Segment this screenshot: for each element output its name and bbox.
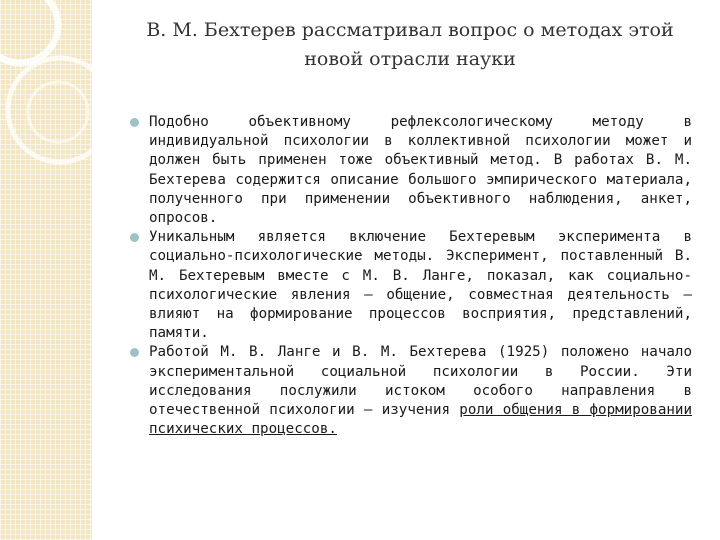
bullet-item-1-text: Подобно объективному рефлексологическому методу в индивидуальной психологии в коллективной психологии может и должен быть применен тоже объективный метод. В работах В. М. Бехтерева содержится описание большого эмпирического материала, полученного при применении объективного наблюдения, анкет, опросов. (149, 114, 692, 227)
bullet-dot-icon (130, 233, 139, 242)
bullet-dot-icon (130, 118, 139, 127)
bullet-list (130, 113, 692, 439)
bullet-item-2 (130, 228, 692, 343)
decorative-side-strip (0, 0, 92, 540)
slide-title (110, 16, 710, 74)
bullet-item-1 (130, 113, 692, 228)
bullet-item-3 (130, 343, 692, 439)
bullet-item-3-underlined-text: роли общения в формировании психических процессов. (149, 402, 693, 438)
decorative-circles-graphic (0, 0, 92, 540)
bullet-item-2-text: Уникальным является включение Бехтеревым эксперимента в социально-психологические методы. Эксперимент, поставленный В. М. Бехтеревым вместе с М. В. Ланге, показал, как социально-психологические явления — общение, совместная деятельность — влияют на формирование процессов восприятия, представлений, памяти. (149, 229, 692, 342)
slide-title-line-1: В. М. Бехтерев рассматривал вопрос о методах этой (146, 19, 674, 41)
bullet-dot-icon (130, 348, 139, 357)
slide-title-line-2: новой отрасли науки (304, 48, 516, 70)
bullet-item-3-text: Работой М. В. Ланге и В. М. Бехтерева (1925) положено начало экспериментальной социальной психологии в России. Эти исследования послужили истоком особого направления в отечественной психологии — изучения (149, 344, 692, 419)
